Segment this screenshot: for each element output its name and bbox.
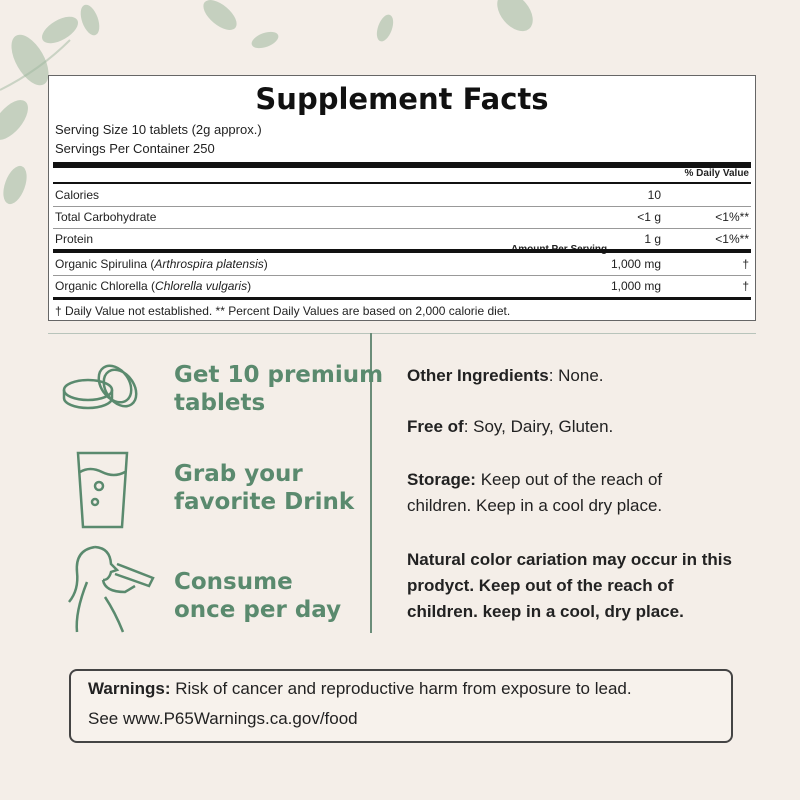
servings-per-container: Servings Per Container 250 <box>55 141 215 156</box>
warning-link: See www.P65Warnings.ca.gov/food <box>88 709 358 728</box>
facts-footnote: † Daily Value not established. ** Percent Daily Values are based on 2,000 calorie diet. <box>55 304 511 318</box>
drink-glass-icon <box>75 450 130 530</box>
supplement-facts-panel <box>48 75 756 321</box>
step-2-text: Grab your favorite Drink <box>174 461 355 515</box>
person-drinking-icon <box>65 542 160 634</box>
table-row: Total Carbohydrate <1 g <1%** <box>55 210 749 224</box>
tablets-icon <box>60 360 140 415</box>
dv-header: % Daily Value <box>684 168 749 179</box>
storage-text: Storage: Keep out of the reach of children. Keep in a cool dry place. <box>407 470 663 515</box>
table-row: Organic Spirulina (Arthrospira platensis) 1,000 mg † <box>55 257 749 271</box>
table-row: Organic Chlorella (Chlorella vulgaris) 1,000 mg † <box>55 279 749 293</box>
step-1-text: Get 10 premium tablets <box>174 362 384 416</box>
facts-title: Supplement Facts <box>255 82 549 116</box>
other-ingredients: Other Ingredients: None. <box>407 366 604 385</box>
warning-box <box>69 669 733 743</box>
thick-rule <box>53 162 751 168</box>
color-variation-note: Natural color cariation may occur in this prodyct. Keep out of the reach of children. keep in a cool, dry place. <box>407 550 732 621</box>
table-row: Calories 10 <box>55 188 661 202</box>
step-3-text: Consume once per day <box>174 569 342 623</box>
thick-rule <box>53 297 751 300</box>
section-divider <box>48 333 756 334</box>
table-row: Protein 1 g <1%** <box>55 232 749 246</box>
free-of: Free of: Soy, Dairy, Gluten. <box>407 417 614 436</box>
warning-line: Warnings: Risk of cancer and reproductive harm from exposure to lead. <box>88 679 632 698</box>
serving-size: Serving Size 10 tablets (2g approx.) <box>55 122 262 137</box>
